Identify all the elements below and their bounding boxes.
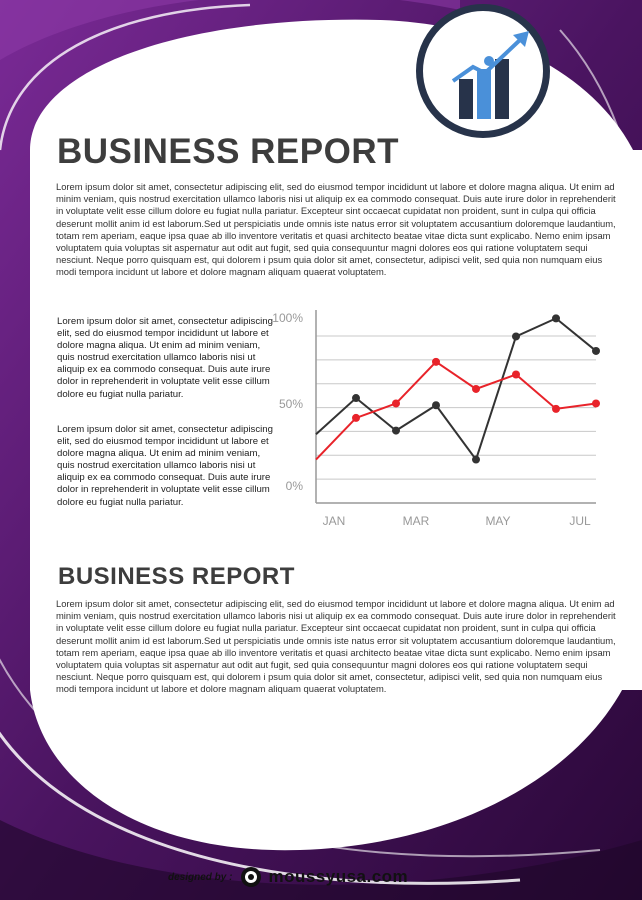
y-tick-label: 50%: [278, 397, 303, 411]
footer-credit: [168, 864, 408, 890]
y-tick-label: 100%: [272, 311, 303, 325]
logo-badge: [416, 4, 550, 138]
data-point-series-2: [512, 370, 520, 378]
data-point-series-1: [432, 401, 440, 409]
data-point-series-1: [592, 347, 600, 355]
sidebar-paragraph-1: Lorem ipsum dolor sit amet, consectetur adipiscing elit, sed do eiusmod tempor incididunt ut labore et dolore magna aliqua. Ut enim ad minim veniam, quis nostrud exercitation ullamco laboris nisi ut aliquip ex ea commodo consequat. Duis aute irure dolor in reprehenderit in voluptate velit esse cillum dolore eu fugiat nulla pariatur.: [57, 316, 273, 400]
x-tick-label: MAY: [485, 514, 511, 528]
bar-chart-growth-icon: [423, 11, 543, 131]
data-point-series-1: [392, 427, 400, 435]
sidebar-paragraph-2: Lorem ipsum dolor sit amet, consectetur adipiscing elit, sed do eiusmod tempor incididunt ut labore et dolore magna aliqua. Ut enim ad minim veniam, quis nostrud exercitation ullamco laboris nisi ut aliquip ex ea commodo consequat. Duis aute irure dolor in reprehenderit in voluptate velit esse cillum dolore eu fugiat nulla pariatur.: [57, 424, 273, 508]
y-tick-label: 0%: [285, 479, 303, 493]
series-line-1: [316, 318, 596, 459]
data-point-series-2: [472, 385, 480, 393]
site-link[interactable]: moussyusa.com: [268, 867, 409, 886]
intro-paragraph: Lorem ipsum dolor sit amet, consectetur adipiscing elit, sed do eiusmod tempor incididunt ut labore et dolore magna aliqua. Ut enim ad minim veniam, quis nostrud exercitation ullamco laboris nisi ut aliquip ex ea commodo consequat. Duis aute irure dolor in reprehenderit in voluptate velit esse cillum dolore eu fugiat nulla pariatur. Excepteur sint occaecat cupidatat non proident, sunt in culpa qui officia deserunt mollit anim id est laborum.Sed ut perspiciatis unde omnis iste natus error sit voluptatem accusantium doloremque laudantium, totam rem aperiam, eaque ipsa quae ab illo inventore veritatis et quasi architecto beatae vitae dicta sunt explicabo. Nemo enim ipsam voluptatem quia voluptas sit aspernatur aut odit aut fugit, sed quia consequuntur magni dolores eos qui ratione voluptatem sequi nesciunt. Neque porro quisquam est, qui dolorem i psum quia dolor sit amet, consectetur, adipisci velit, sed quia non numquam eius modi tempora incidunt ut labore et dolore magnam aliquam quaerat voluptatem.: [56, 181, 616, 278]
x-tick-label: JAN: [322, 514, 346, 528]
data-point-series-2: [352, 414, 360, 422]
line-chart: [266, 300, 616, 540]
data-point-series-2: [392, 399, 400, 407]
x-tick-label: JUL: [569, 514, 591, 528]
data-point-series-1: [472, 456, 480, 464]
section-title: BUSINESS REPORT: [58, 563, 295, 590]
data-point-series-2: [592, 399, 600, 407]
data-point-series-1: [352, 394, 360, 402]
data-point-series-2: [432, 358, 440, 366]
designed-by-label: designed by :: [168, 871, 233, 883]
data-point-series-1: [512, 332, 520, 340]
section-paragraph: Lorem ipsum dolor sit amet, consectetur adipiscing elit, sed do eiusmod tempor incididunt ut labore et dolore magna aliqua. Ut enim ad minim veniam, quis nostrud exercitation ullamco laboris nisi ut aliquip ex ea commodo consequat. Duis aute irure dolor in reprehenderit in voluptate velit esse cillum dolore eu fugiat nulla pariatur. Excepteur sint occaecat cupidatat non proident, sunt in culpa qui officia deserunt mollit anim id est laborum.Sed ut perspiciatis unde omnis iste natus error sit voluptatem accusantium doloremque laudantium, totam rem aperiam, eaque ipsa quae ab illo inventore veritatis et quasi architecto beatae vitae dicta sunt explicabo. Nemo enim ipsam voluptatem quia voluptas sit aspernatur aut odit aut fugit, sed quia consequuntur magni dolores eos qui ratione voluptatem sequi nesciunt. Neque porro quisquam est, qui dolorem i psum quia dolor sit amet, consectetur, adipisci velit, sed quia non numquam eius modi tempora incidunt ut labore et dolore magnam aliquam quaerat voluptatem.: [56, 598, 616, 695]
x-tick-label: MAR: [402, 514, 430, 528]
moussyusa-logo-icon: [240, 866, 262, 888]
page-title: BUSINESS REPORT: [57, 132, 399, 171]
data-point-series-1: [552, 314, 560, 322]
data-point-series-2: [552, 405, 560, 413]
